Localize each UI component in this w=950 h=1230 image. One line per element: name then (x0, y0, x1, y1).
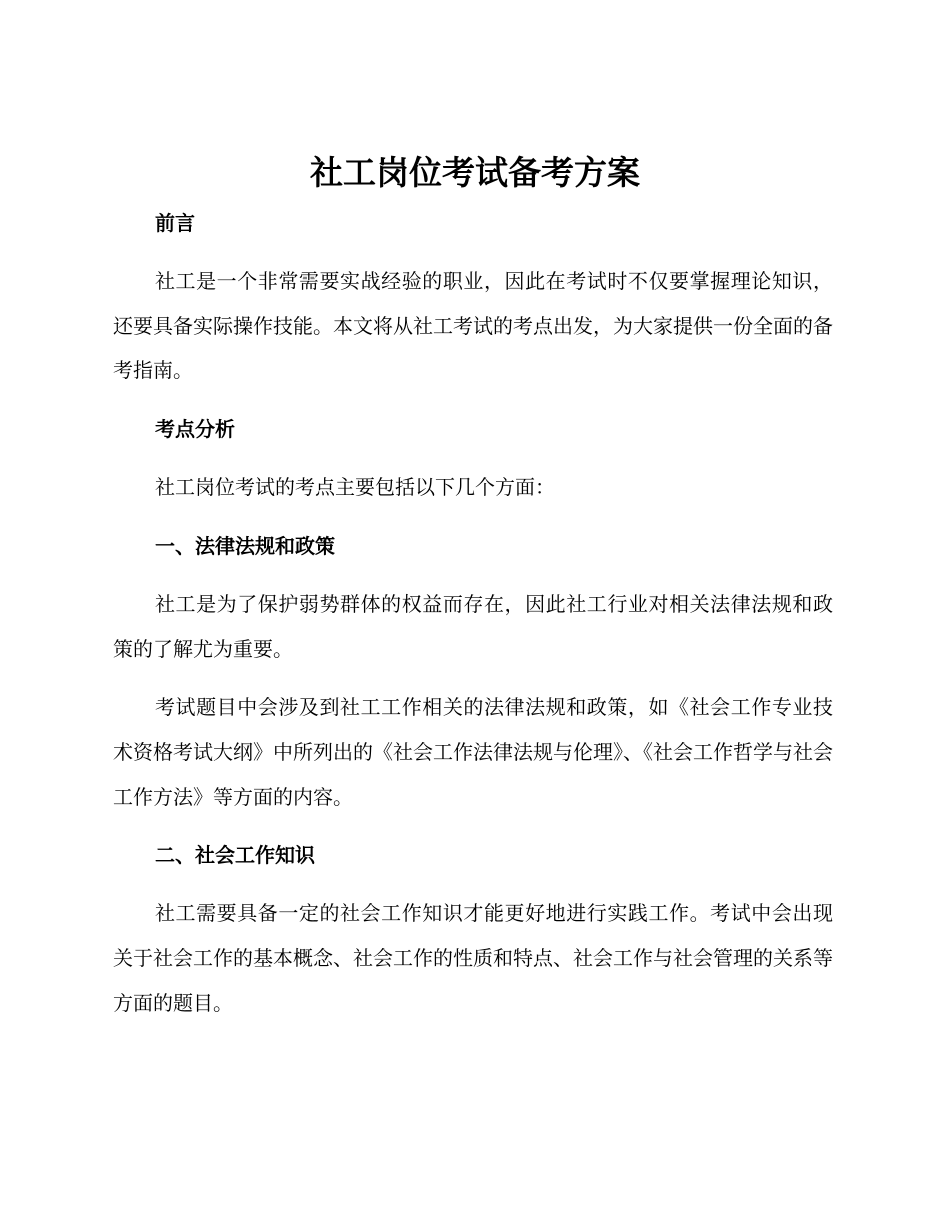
heading-knowledge: 二、社会工作知识 (155, 843, 315, 868)
paragraph-law-2: 考试题目中会涉及到社工工作相关的法律法规和政策，如《社会工作专业技术资格考试大纲》中所列出的《社会工作法律法规与伦理》、《社会工作哲学与社会工作方法》等方面的内容。 (113, 695, 833, 809)
paragraph-law-1: 社工是为了保护弱势群体的权益而存在，因此社工行业对相关法律法规和政策的了解尤为重要。 (113, 591, 833, 661)
heading-law: 一、法律法规和政策 (155, 533, 335, 558)
document-body (113, 201, 833, 1039)
paragraph-knowledge: 社工需要具备一定的社会工作知识才能更好地进行实践工作。考试中会出现关于社会工作的基本概念、社会工作的性质和特点、社会工作与社会管理的关系等方面的题目。 (113, 901, 833, 1015)
paragraph-preface: 社工是一个非常需要实战经验的职业，因此在考试时不仅要掌握理论知识，还要具备实际操作技能。本文将从社工考试的考点出发，为大家提供一份全面的备考指南。 (113, 269, 833, 383)
heading-preface: 前言 (155, 211, 195, 235)
document-title: 社工岗位考试备考方案 (310, 153, 640, 192)
paragraph-analysis: 社工岗位考试的考点主要包括以下几个方面： (155, 475, 555, 500)
heading-analysis: 考点分析 (155, 417, 235, 442)
